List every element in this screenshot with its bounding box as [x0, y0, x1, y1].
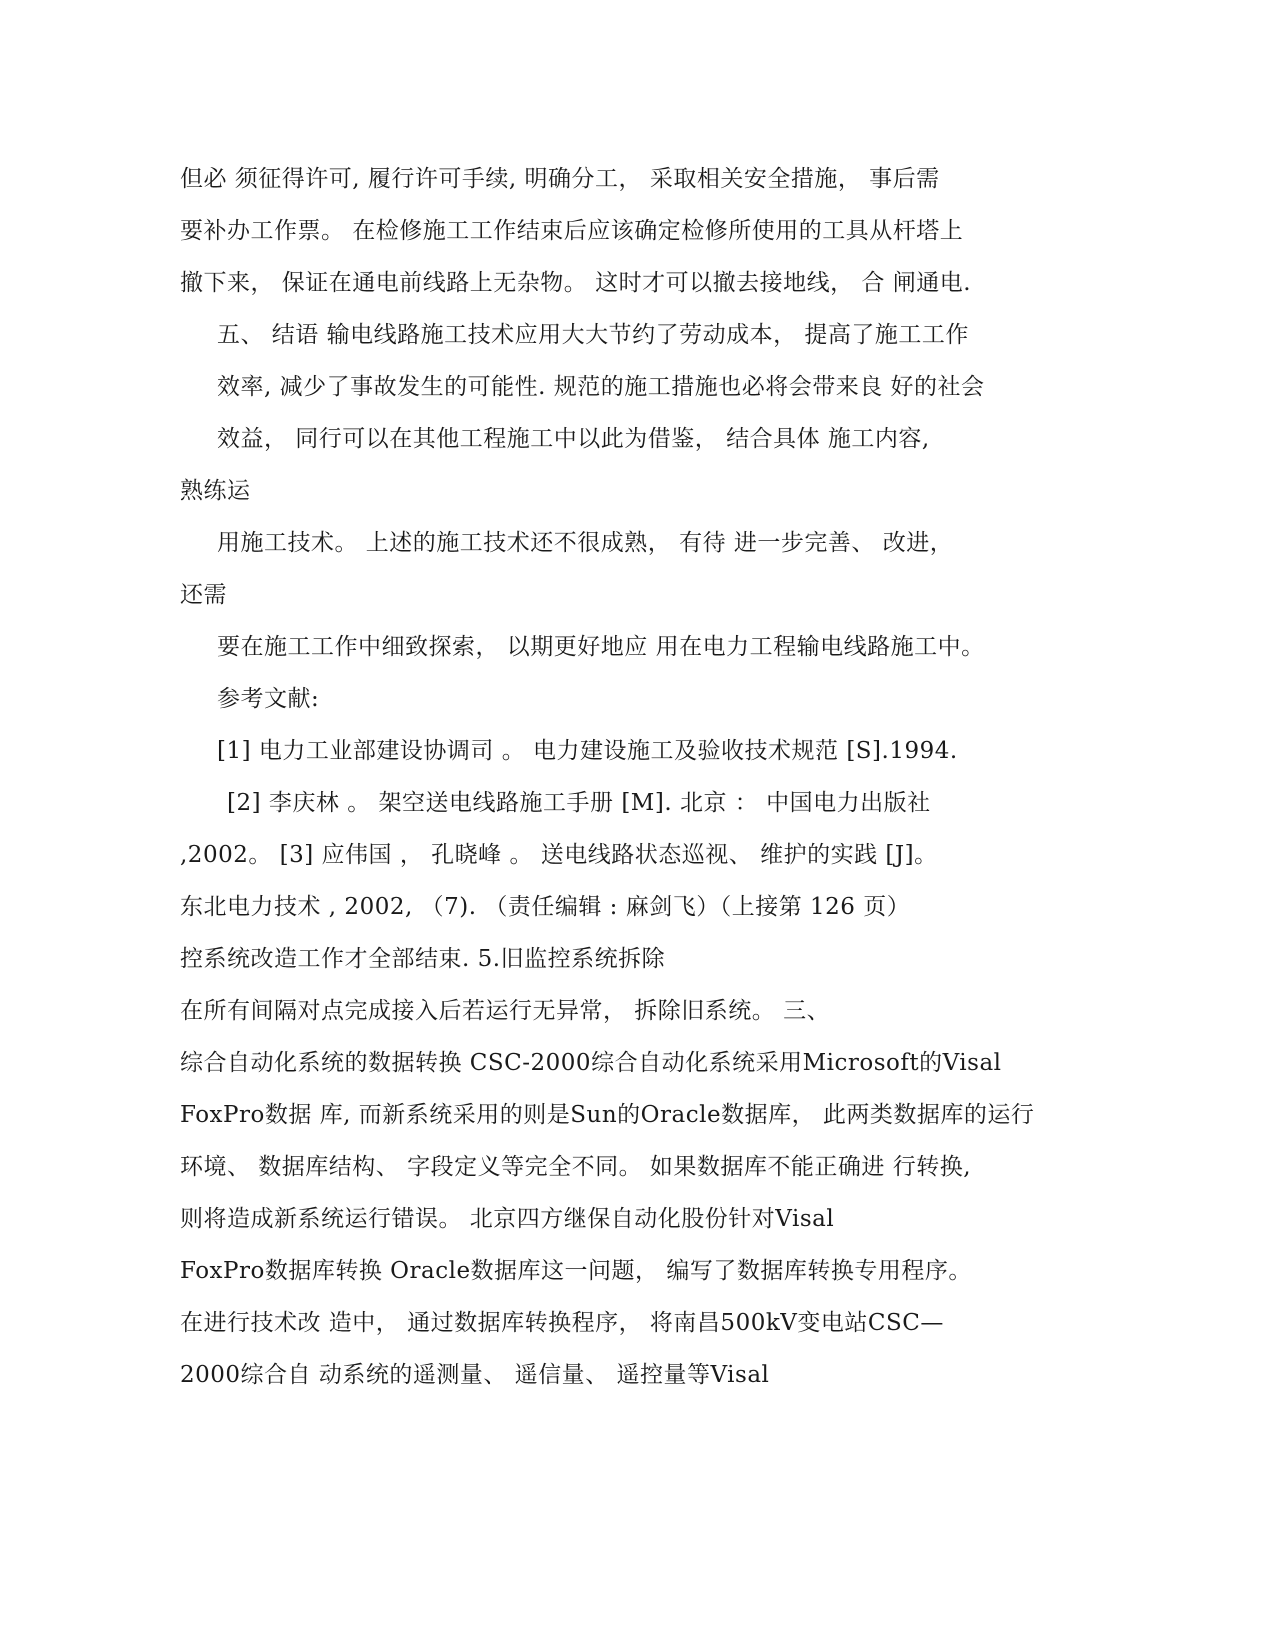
- text-line-9: 还需: [180, 582, 227, 608]
- text-line-10: 要在施工工作中细致探索， 以期更好地应 用在电力工程输电线路施工中。: [217, 634, 985, 660]
- text-line-8: 用施工技术。 上述的施工技术还不很成熟， 有待 进一步完善、 改进，: [217, 530, 954, 556]
- text-line-17: 在所有间隔对点完成接入后若运行无异常， 拆除旧系统。 三、: [180, 998, 831, 1024]
- text-line-24: 2000综合自 动系统的遥测量、 遥信量、 遥控量等Visal: [180, 1362, 770, 1388]
- text-line-7: 熟练运: [180, 478, 251, 504]
- text-line-4: 五、 结语 输电线路施工技术应用大大节约了劳动成本， 提高了施工工作: [217, 322, 969, 348]
- text-line-20: 环境、 数据库结构、 字段定义等完全不同。 如果数据库不能正确进 行转换,: [180, 1154, 972, 1180]
- reference-3-cont: 东北电力技术 , 2002, （7). （责任编辑 : 麻剑飞）（上接第 126 页）: [180, 894, 911, 920]
- text-line-16: 控系统改造工作才全部结束. 5.旧监控系统拆除: [180, 946, 666, 972]
- reference-1: [1] 电力工业部建设协调司 。 电力建设施工及验收技术规范 [S].1994.: [217, 738, 958, 764]
- text-line-5: 效率, 减少了事故发生的可能性. 规范的施工措施也必将会带来良 好的社会: [217, 374, 985, 400]
- text-line-1: 但必 须征得许可, 履行许可手续, 明确分工， 采取相关安全措施， 事后需: [180, 166, 940, 192]
- text-line-11: 参考文献:: [217, 686, 320, 712]
- reference-3: ,2002。 [3] 应伟国 ， 孔晓峰 。 送电线路状态巡视、 维护的实践 [J]。: [180, 842, 938, 868]
- text-line-6: 效益， 同行可以在其他工程施工中以此为借鉴， 结合具体 施工内容,: [217, 426, 930, 452]
- reference-2: [2] 李庆林 。 架空送电线路施工手册 [M]. 北京 ： 中国电力出版社: [227, 790, 931, 816]
- text-line-18: 综合自动化系统的数据转换 CSC-2000综合自动化系统采用Microsoft的Visal: [180, 1050, 1002, 1076]
- text-line-23: 在进行技术改 造中， 通过数据库转换程序， 将南昌500kV变电站CSC—: [180, 1310, 944, 1336]
- text-line-19: FoxPro数据 库, 而新系统采用的则是Sun的Oracle数据库， 此两类数据库的运行: [180, 1102, 1035, 1128]
- text-line-22: FoxPro数据库转换 Oracle数据库这一问题， 编写了数据库转换专用程序。: [180, 1258, 972, 1284]
- text-line-21: 则将造成新系统运行错误。 北京四方继保自动化股份针对Visal: [180, 1206, 835, 1232]
- text-line-2: 要补办工作票。 在检修施工工作结束后应该确定检修所使用的工具从杆塔上: [180, 218, 964, 244]
- text-line-3: 撤下来， 保证在通电前线路上无杂物。 这时才可以撤去接地线， 合 闸通电.: [180, 270, 972, 296]
